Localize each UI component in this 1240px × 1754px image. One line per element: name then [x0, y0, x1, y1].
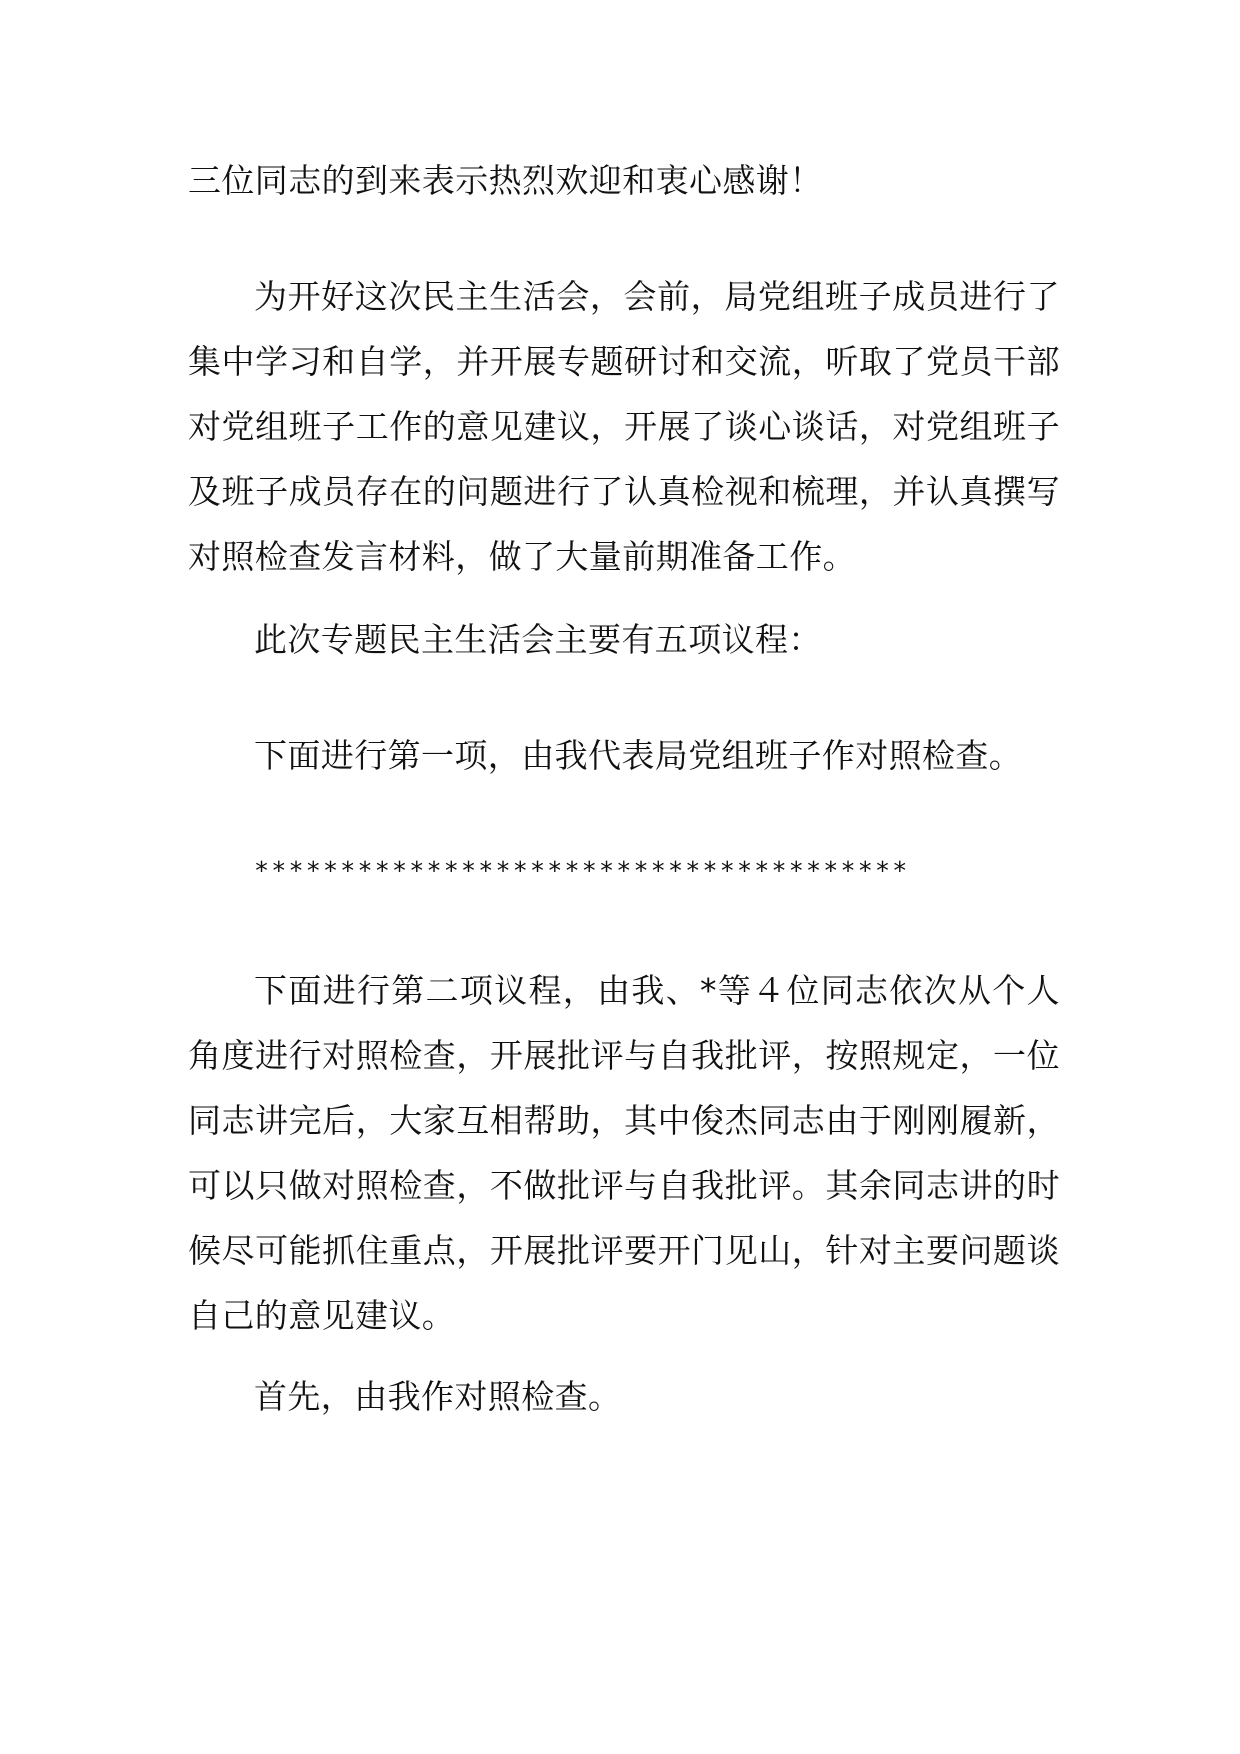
paragraph-first-self-review: 首先，由我作对照检查。 — [254, 1377, 622, 1416]
paragraph-agenda-intro: 此次专题民主生活会主要有五项议程： — [254, 620, 822, 659]
paragraph-welcome-closing: 三位同志的到来表示热烈欢迎和衷心感谢！ — [188, 161, 823, 200]
paragraph-agenda-item-one: 下面进行第一项，由我代表局党组班子作对照检查。 — [254, 736, 1023, 775]
paragraph-preparation: 为开好这次民主生活会，会前，局党组班子成员进行了集中学习和自学，并开展专题研讨和交流，听取了党员干部对党组班子工作的意见建议，开展了谈心谈话，对党组班子及班子成员存在的问题进行了认真检视和梳理，并认真撰写对照检查发言材料，做了大量前期准备工作。 — [188, 277, 1060, 576]
redacted-asterisk-line: ************************************** — [254, 856, 910, 885]
paragraph-agenda-item-two: 下面进行第二项议程，由我、*等４位同志依次从个人角度进行对照检查，开展批评与自我批评，按照规定，一位同志讲完后，大家互相帮助，其中俊杰同志由于刚刚履新，可以只做对照检查，不做批评与自我批评。其余同志讲的时候尽可能抓住重点，开展批评要开门见山，针对主要问题谈自己的意见建议。 — [188, 971, 1060, 1335]
